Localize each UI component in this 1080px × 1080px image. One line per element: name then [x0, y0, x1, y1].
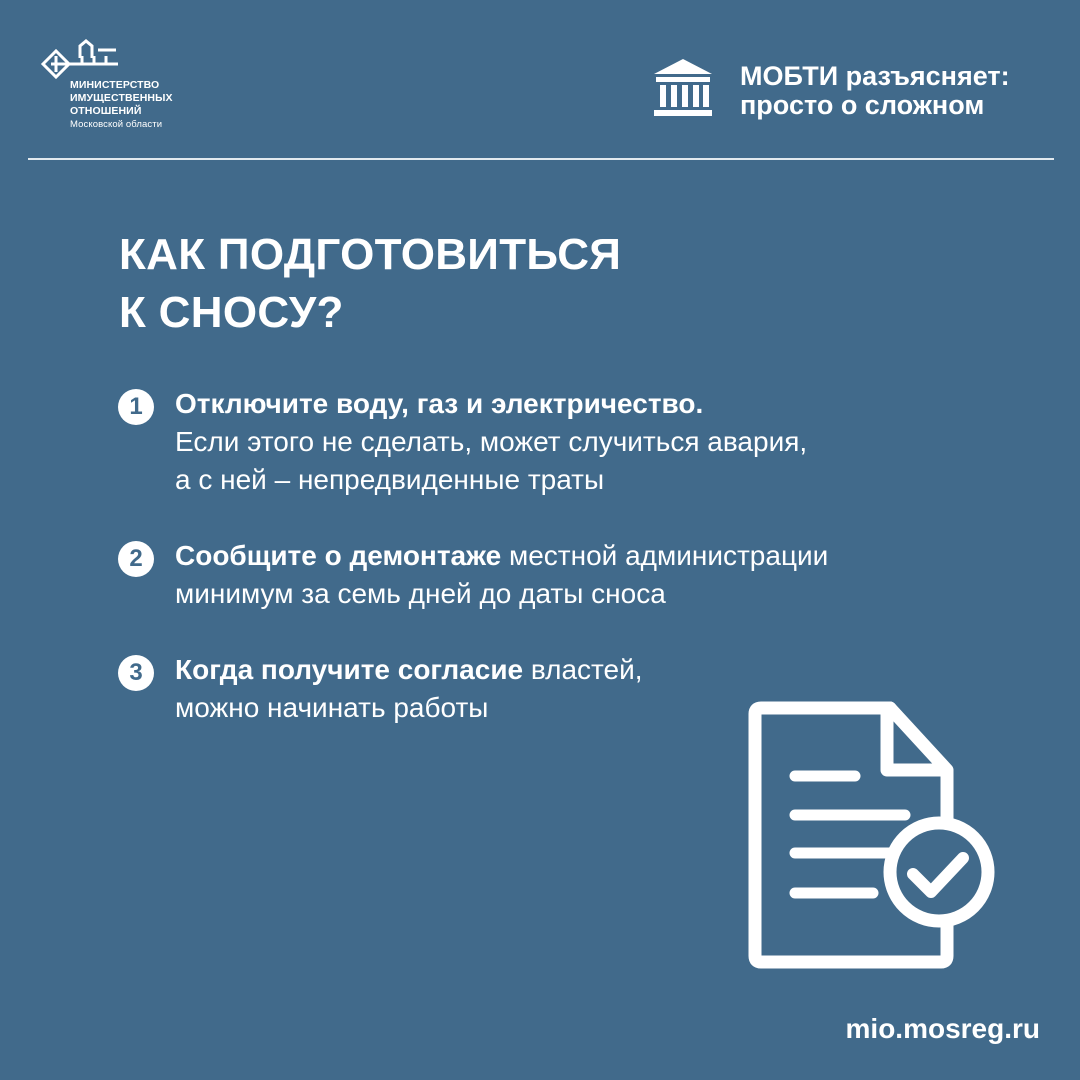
step-number-badge: 2	[118, 541, 154, 577]
ministry-logo-text	[70, 79, 173, 131]
step-line-2: можно начинать работы	[175, 692, 489, 723]
logo-line-4: Московской области	[70, 119, 163, 130]
page-title-line-1: КАК ПОДГОТОВИТЬСЯ	[119, 230, 622, 279]
step-rest: местной администрации	[501, 540, 829, 571]
page-title	[119, 226, 621, 342]
institution-building-icon	[652, 57, 714, 117]
step-text	[175, 537, 828, 613]
header-title	[740, 62, 1010, 120]
step-number-badge: 1	[118, 389, 154, 425]
step-emphasis: Когда получите согласие	[175, 654, 524, 685]
logo-line-3: ОТНОШЕНИЙ	[70, 105, 142, 117]
step-line-3: а с ней – непредвиденные траты	[175, 464, 605, 495]
step-text	[175, 385, 807, 499]
step-number-badge: 3	[118, 655, 154, 691]
header-title-line-2: просто о сложном	[740, 90, 985, 120]
step-line-2: минимум за семь дней до даты сноса	[175, 578, 666, 609]
step-line-1	[175, 651, 643, 689]
key-house-logo-icon	[40, 38, 120, 82]
page-title-line-2: К СНОСУ?	[119, 288, 344, 337]
step-emphasis: Сообщите о демонтаже	[175, 540, 502, 571]
website-url: mio.mosreg.ru	[845, 1013, 1040, 1044]
header-divider	[28, 158, 1054, 160]
ministry-logo	[40, 38, 240, 138]
document-checkmark-icon	[745, 700, 1000, 970]
header-title-line-1: МОБТИ разъясняет:	[740, 61, 1010, 91]
step-line-2: Если этого не сделать, может случиться авария,	[175, 426, 808, 457]
step-rest: властей,	[523, 654, 643, 685]
logo-line-2: ИМУЩЕСТВЕННЫХ	[70, 92, 173, 104]
step-text	[175, 651, 643, 727]
step-emphasis: Отключите воду, газ и электричество.	[175, 388, 704, 419]
step-line-1	[175, 537, 828, 575]
logo-line-1: МИНИСТЕРСТВО	[70, 79, 160, 91]
step-line-1	[175, 385, 807, 423]
